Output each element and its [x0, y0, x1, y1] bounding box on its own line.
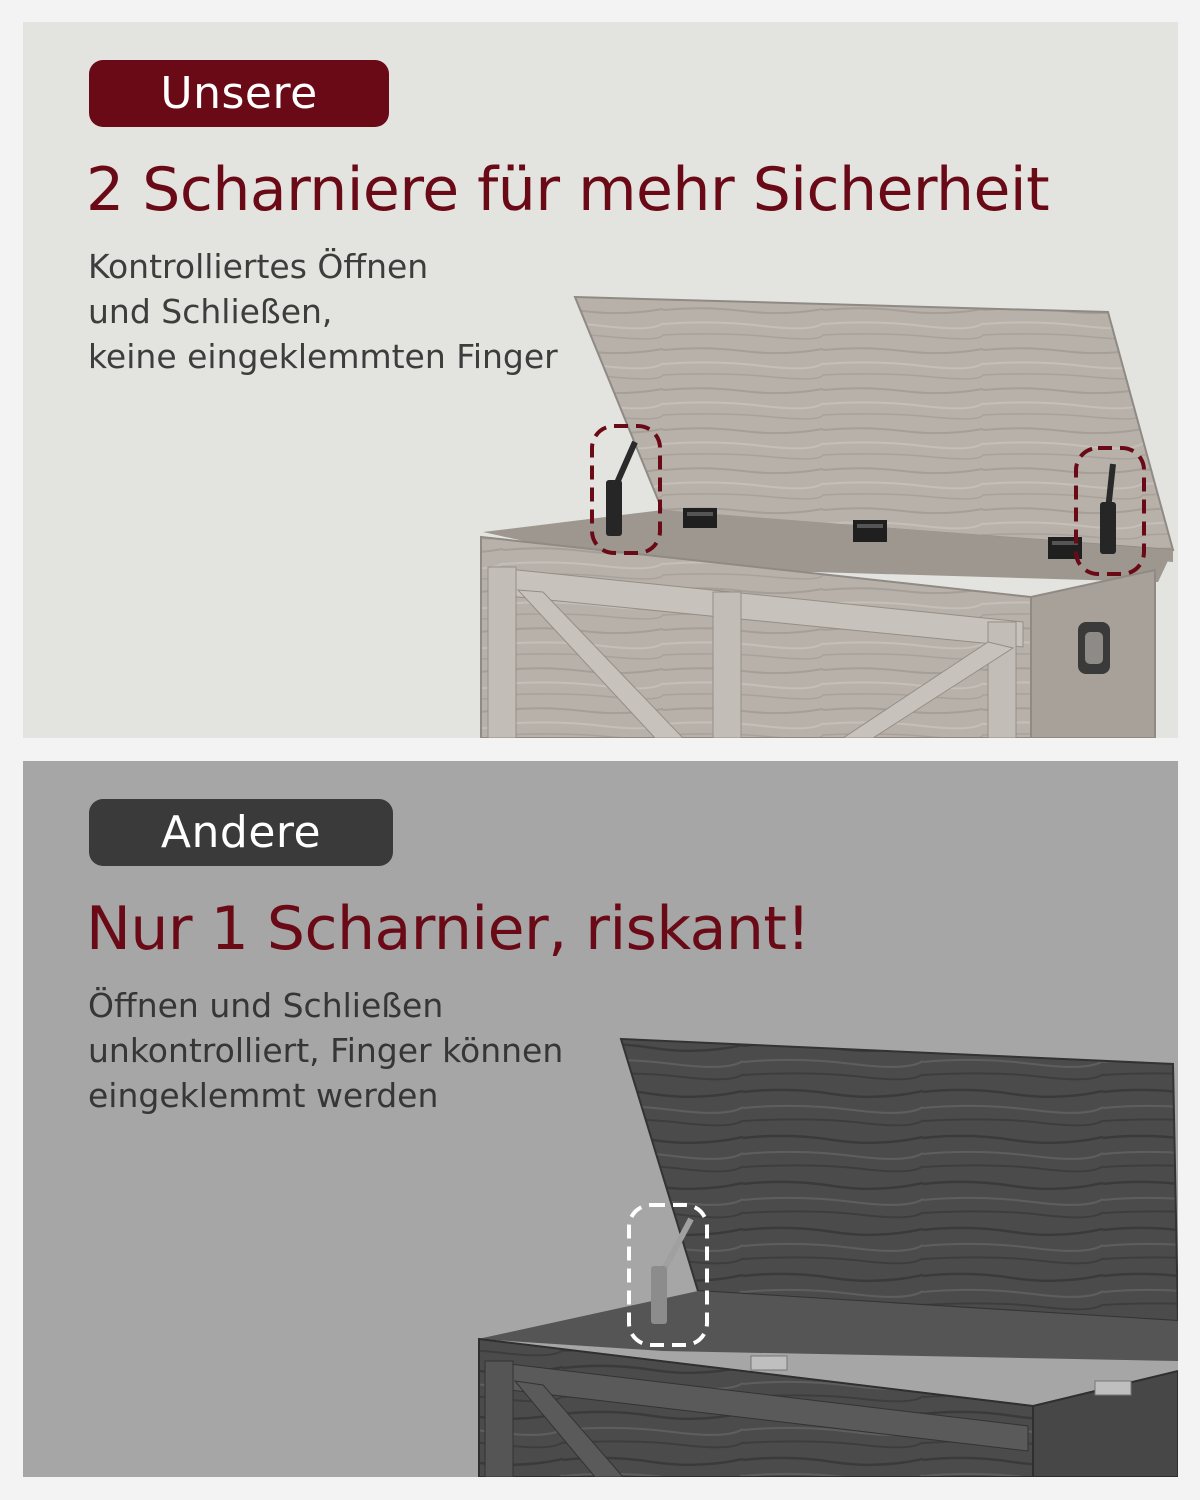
description-others: [88, 983, 628, 1118]
description-line: unkontrolliert, Finger können: [88, 1031, 564, 1070]
description-line: eingeklemmt werden: [88, 1076, 439, 1115]
description-line: Kontrolliertes Öffnen: [88, 247, 429, 286]
badge-others: Andere: [89, 799, 393, 866]
comparison-panel-others: [23, 761, 1178, 1477]
description-line: und Schließen,: [88, 292, 333, 331]
headline-ours: 2 Scharniere für mehr Sicherheit: [86, 155, 1050, 225]
description-ours: [88, 244, 628, 379]
rear-hinge-middle: [853, 520, 887, 542]
badge-ours: Unsere: [89, 60, 389, 127]
headline-others: Nur 1 Scharnier, riskant!: [86, 894, 810, 964]
storage-chest-light-image: [23, 22, 1178, 738]
comparison-panel-ours: [23, 22, 1178, 738]
description-line: Öffnen und Schließen: [88, 986, 444, 1025]
storage-chest-dark-image: [23, 761, 1178, 1477]
chest-lid: [621, 1039, 1178, 1321]
rear-hinge-left: [683, 508, 717, 528]
description-line: keine eingeklemmten Finger: [88, 337, 558, 376]
